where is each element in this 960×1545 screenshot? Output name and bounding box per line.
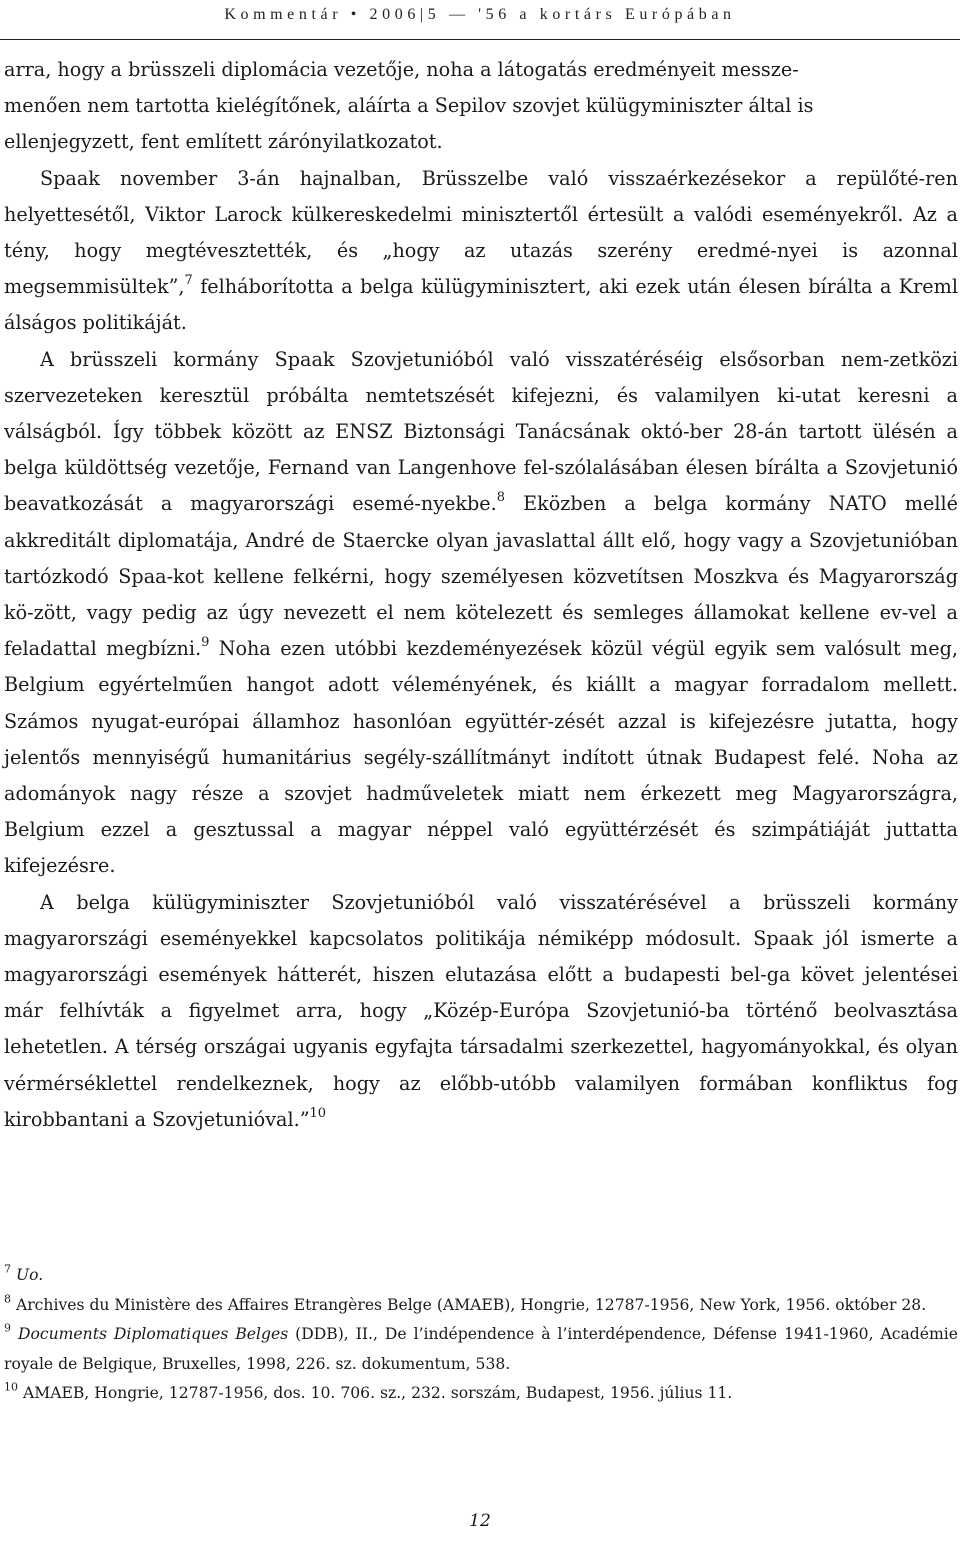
paragraph-4-text: A belga külügyminiszter Szovjetunióból való visszatérésével a brüsszeli kormány magyarországi eseményekkel kapcsolatos politikája némiképp módosult. Spaak jól ismerte a magyarországi események hátterét, hiszen elutazása előtt a budapesti bel-ga követ jelentései már felhívták a figyelmet arra, hogy „Közép-Európa Szovjetunió-ba történő beolvasztása lehetetlen. A térség országai ugyanis egyfajta társadalmi szerkezettel, hagyományokkal, és olyan vérmérséklettel rendelkeznek, hogy az előbb-utóbb valamilyen formában konfliktus fog kirobbantani a Szovjetunióval.”: [4, 890, 958, 1131]
paragraph-1-line-1: arra, hogy a brüsszeli diplomácia vezetője, noha a látogatás eredményeit messze-: [4, 58, 799, 81]
paragraph-3-text-a: A brüsszeli kormány Spaak Szovjetunióból való visszatéréséig elsősorban nem-zetközi szervezeteken keresztül próbálta nemtetszését kifejezni, és valamilyen ki-utat keresni a válságból. Így többek között az ENSZ Biztonsági Tanácsának októ-ber 28-án tartott ülésén a belga küldöttség vezetője, Fernand van Langenhove fel-szólalásában élesen bírálta a Szovjetunió beavatkozását a magyarországi esemé-nyekbe.: [4, 347, 958, 516]
paragraph-1-line-2: menően nem tartotta kielégítőnek, aláírta a Sepilov szovjet külügyminiszter által is: [4, 94, 814, 118]
footnote-8: [4, 1291, 958, 1321]
footnotes: [4, 1261, 958, 1409]
footnote-7-text: Uo.: [15, 1266, 44, 1284]
paragraph-2-text-b: felháborította a belga külügyminisztert, aki ezek után élesen bírálta a Kreml álságos politikáját.: [4, 275, 958, 335]
footnote-9-number: 9: [4, 1321, 11, 1335]
running-header: Kommentár • 2006|5 — '56 a kortárs Európában: [224, 6, 736, 23]
paragraph-4: [4, 885, 958, 1138]
footnote-7: [4, 1261, 958, 1291]
footnote-10-text: AMAEB, Hongrie, 12787-1956, dos. 10. 706. sz., 232. sorszám, Budapest, 1956. július 11.: [22, 1384, 733, 1402]
page-number: 12: [469, 1511, 491, 1531]
footnote-8-text: Archives du Ministère des Affaires Etrangères Belge (AMAEB), Hongrie, 12787-1956, New York, 1956. október 28.: [15, 1295, 927, 1314]
footnote-10-number: 10: [4, 1380, 18, 1394]
paragraph-2-text-a: Spaak november 3-án hajnalban, Brüsszelbe való visszaérkezésekor a repülőté-ren helyettesétől, Viktor Larock külkereskedelmi minisztertől értesült a valódi eseményekről. Az a tény, hogy megtévesztették, és „hogy az utazás szerény eredmé-nyei is azonnal megsemmisültek”,: [4, 166, 958, 299]
header-rule: [0, 39, 960, 40]
footnote-9-title: Documents Diplomatiques Belges: [17, 1325, 289, 1343]
article-body: [4, 52, 958, 1138]
footnote-ref-8[interactable]: 8: [496, 490, 506, 506]
footnote-9-text: (DDB), II., De l’indépendence à l’interdépendence, Défense 1941-1960, Académie royale de Belgique, Bruxelles, 1998, 226. sz. dokumentum, 538.: [4, 1325, 958, 1373]
footnote-ref-9[interactable]: 9: [201, 635, 210, 651]
paragraph-1-line-3: ellenjegyzett, fent említett zárónyilatkozatot.: [4, 130, 443, 154]
footnote-8-number: 8: [4, 1291, 11, 1305]
footnote-10: [4, 1379, 958, 1409]
paragraph-1: [4, 52, 958, 161]
footnote-9: [4, 1320, 958, 1379]
footnote-ref-10[interactable]: 10: [309, 1105, 327, 1121]
footnote-7-number: 7: [4, 1262, 11, 1276]
paragraph-3-text-c: Noha ezen utóbbi kezdeményezések közül végül egyik sem valósult meg, Belgium egyértelműen hangot adott véleményének, és kiállt a magyar forradalom mellett. Számos nyugat-európai államhoz hasonlóan együttér-zését azzal is kifejezésre jutatta, hogy jelentős mennyiségű humanitárius segély-szállítmányt indított útnak Budapest felé. Noha az adományok nagy része a szovjet hadműveletek miatt nem érkezett meg Magyarországra, Belgium ezzel a gesztussal a magyar néppel való együttérzését és szimpátiáját juttatta kifejezésre.: [4, 637, 958, 878]
paragraph-2: [4, 161, 958, 342]
footnote-ref-7[interactable]: 7: [184, 273, 193, 289]
paragraph-3-text-b: Eközben a belga kormány NATO mellé akkreditált diplomatája, André de Staercke olyan javaslattal állt elő, hogy vagy a Szovjetunióban tartózkodó Spaa-kot kellene felkérni, hogy személyesen közvetítsen Moszkva és Magyarország kö-zött, vagy pedig az úgy nevezett el nem kötelezett és semleges államokat kellene ev-vel a feladattal megbízni.: [4, 492, 958, 661]
paragraph-3: [4, 342, 958, 885]
